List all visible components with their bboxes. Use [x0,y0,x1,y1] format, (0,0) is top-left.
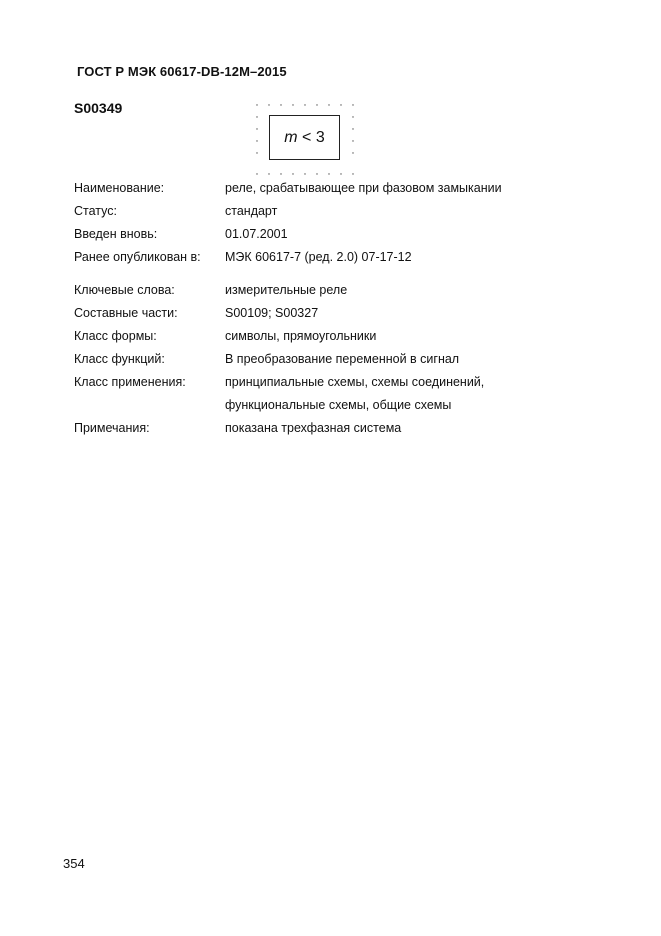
symbol-condition: < 3 [297,129,325,146]
label-published-in: Ранее опубликован в: [74,250,201,264]
label-components: Составные части: [74,306,178,320]
label-application-class: Класс применения: [74,375,186,389]
value-shape-class: символы, прямоугольники [225,329,377,343]
label-introduced: Введен вновь: [74,227,158,241]
label-notes: Примечания: [74,421,150,435]
label-keywords: Ключевые слова: [74,283,175,297]
value-function-class: В преобразование переменной в сигнал [225,352,460,366]
label-name: Наименование: [74,181,165,195]
label-status: Статус: [74,204,117,218]
symbol-graphic [256,104,360,176]
symbol-variable: m [284,129,298,146]
value-keywords: измерительные реле [225,283,348,297]
document-header: ГОСТ Р МЭК 60617-DB-12M–2015 [77,64,287,79]
symbol-label [270,129,339,147]
value-published-in: МЭК 60617-7 (ред. 2.0) 07-17-12 [225,250,412,264]
value-name: реле, срабатывающее при фазовом замыкании [225,181,502,195]
page-number: 354 [63,856,85,871]
symbol-code: S00349 [74,100,123,116]
relay-symbol-box [269,115,340,160]
value-application-class-line2: функциональные схемы, общие схемы [225,398,452,412]
value-status: стандарт [225,204,278,218]
label-shape-class: Класс формы: [74,329,157,343]
value-application-class-line1: принципиальные схемы, схемы соединений, [225,375,485,389]
value-introduced: 01.07.2001 [225,227,288,241]
value-notes: показана трехфазная система [225,421,402,435]
value-components: S00109; S00327 [225,306,319,320]
label-function-class: Класс функций: [74,352,165,366]
